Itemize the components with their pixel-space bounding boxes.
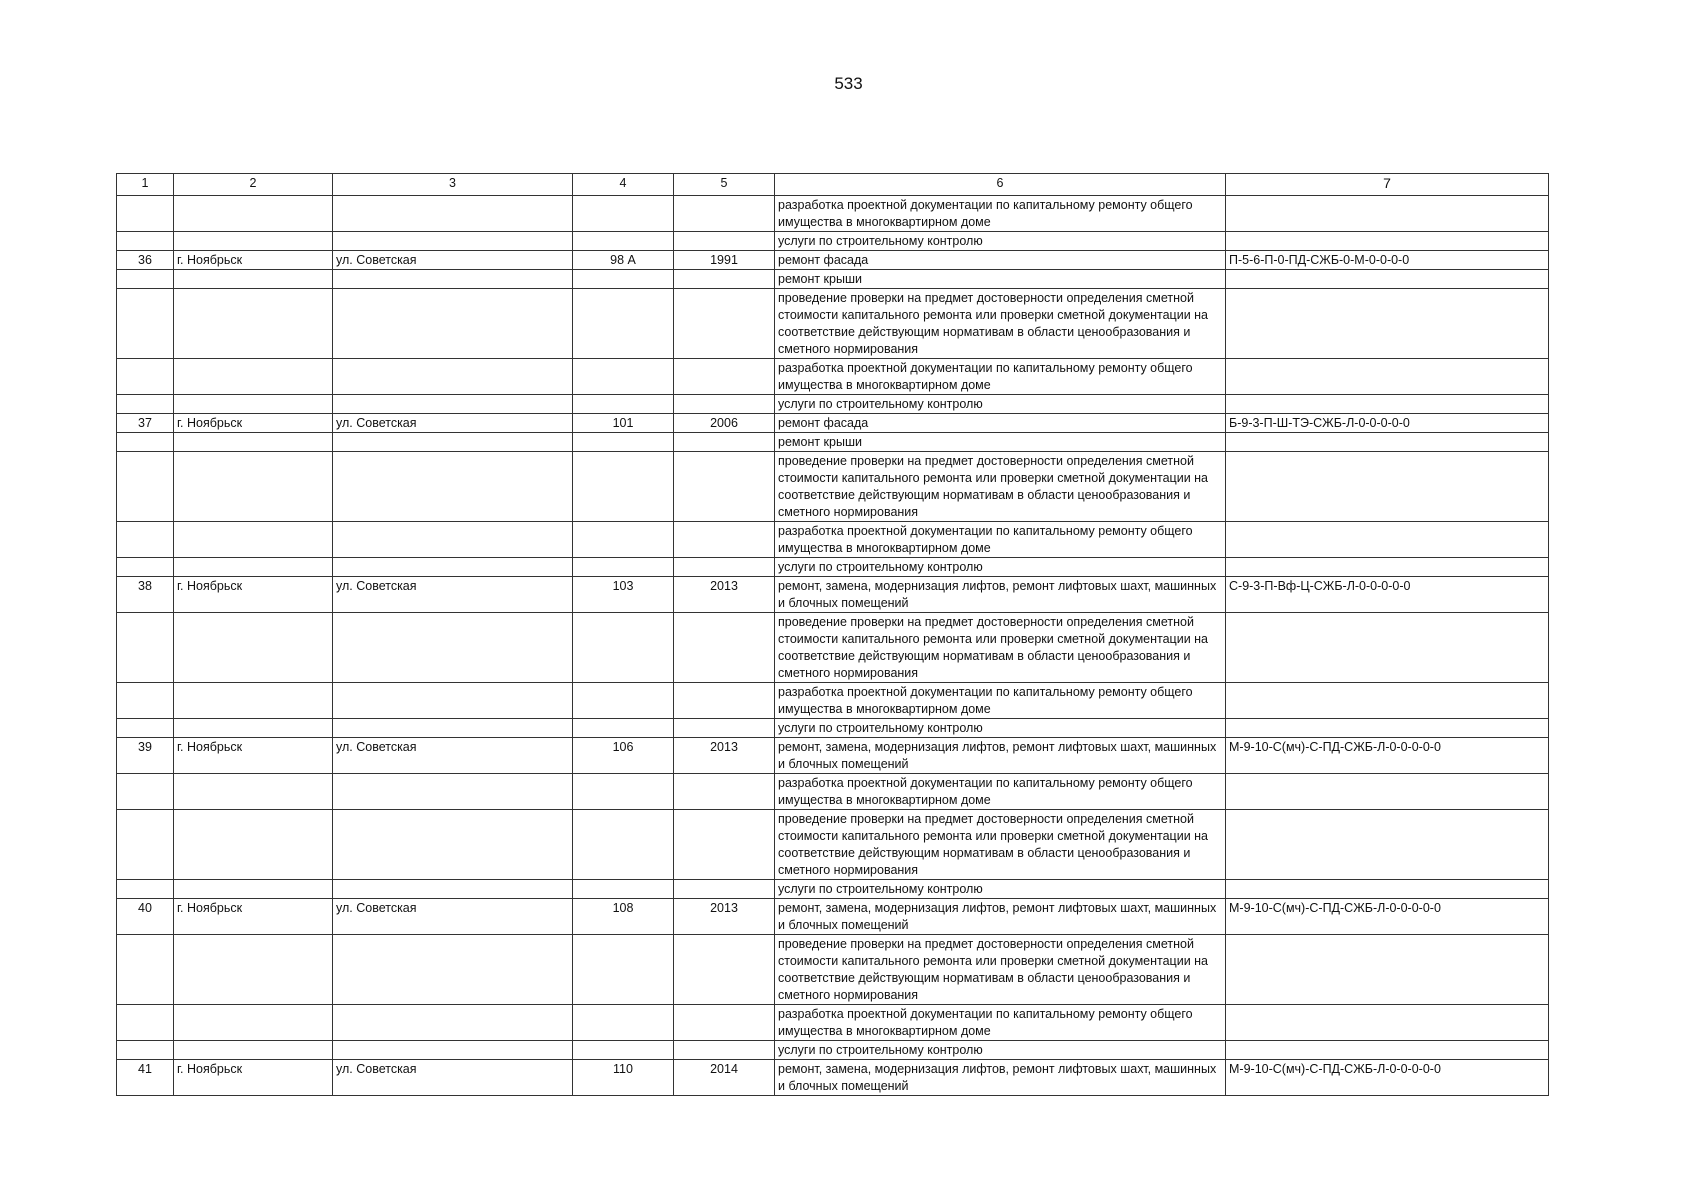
street-cell — [333, 683, 573, 719]
house-number-cell: 101 — [573, 414, 674, 433]
work-type-cell: проведение проверки на предмет достоверности определения сметной стоимости капитального ремонта или проверки сметной документации на соответствие действующим нормативам в области ценообразования и сметного нормирования — [775, 935, 1226, 1005]
row-number — [117, 196, 174, 232]
street-cell — [333, 1041, 573, 1060]
house-number-cell: 110 — [573, 1060, 674, 1096]
table-row — [117, 414, 1549, 433]
work-type-cell: проведение проверки на предмет достоверности определения сметной стоимости капитального ремонта или проверки сметной документации на соответствие действующим нормативам в области ценообразования и сметного нормирования — [775, 452, 1226, 522]
street-cell — [333, 196, 573, 232]
house-number-cell — [573, 196, 674, 232]
column-header-2: 2 — [174, 174, 333, 196]
building-code-cell — [1226, 395, 1549, 414]
city-cell — [174, 452, 333, 522]
city-cell: г. Ноябрьск — [174, 738, 333, 774]
city-cell — [174, 395, 333, 414]
table-row — [117, 577, 1549, 613]
building-code-cell — [1226, 935, 1549, 1005]
city-cell — [174, 270, 333, 289]
city-cell — [174, 774, 333, 810]
table-row — [117, 232, 1549, 251]
work-type-cell: проведение проверки на предмет достоверности определения сметной стоимости капитального ремонта или проверки сметной документации на соответствие действующим нормативам в области ценообразования и сметного нормирования — [775, 289, 1226, 359]
year-cell — [674, 359, 775, 395]
house-number-cell — [573, 289, 674, 359]
street-cell — [333, 289, 573, 359]
house-number-cell — [573, 232, 674, 251]
city-cell: г. Ноябрьск — [174, 414, 333, 433]
building-code-cell — [1226, 232, 1549, 251]
building-code-cell: М-9-10-С(мч)-С-ПД-СЖБ-Л-0-0-0-0-0 — [1226, 1060, 1549, 1096]
city-cell — [174, 1005, 333, 1041]
repair-register-table — [116, 173, 1549, 1096]
row-number — [117, 880, 174, 899]
street-cell: ул. Советская — [333, 1060, 573, 1096]
building-code-cell — [1226, 196, 1549, 232]
table-row — [117, 433, 1549, 452]
row-number: 41 — [117, 1060, 174, 1096]
city-cell: г. Ноябрьск — [174, 1060, 333, 1096]
row-number — [117, 558, 174, 577]
city-cell — [174, 433, 333, 452]
street-cell — [333, 774, 573, 810]
work-type-cell: разработка проектной документации по капитальному ремонту общего имущества в многоквартирном доме — [775, 522, 1226, 558]
column-header-7: 7 — [1226, 174, 1549, 196]
row-number — [117, 1005, 174, 1041]
year-cell — [674, 810, 775, 880]
house-number-cell — [573, 270, 674, 289]
row-number — [117, 935, 174, 1005]
table-row — [117, 1060, 1549, 1096]
house-number-cell — [573, 558, 674, 577]
city-cell: г. Ноябрьск — [174, 577, 333, 613]
street-cell — [333, 558, 573, 577]
house-number-cell — [573, 719, 674, 738]
row-number — [117, 395, 174, 414]
column-header-6: 6 — [775, 174, 1226, 196]
table-row — [117, 522, 1549, 558]
house-number-cell — [573, 395, 674, 414]
table-body — [117, 196, 1549, 1096]
table-row — [117, 395, 1549, 414]
house-number-cell — [573, 935, 674, 1005]
work-type-cell: разработка проектной документации по капитальному ремонту общего имущества в многоквартирном доме — [775, 1005, 1226, 1041]
house-number-cell — [573, 774, 674, 810]
work-type-cell: ремонт, замена, модернизация лифтов, ремонт лифтовых шахт, машинных и блочных помещений — [775, 899, 1226, 935]
year-cell — [674, 270, 775, 289]
table-row — [117, 899, 1549, 935]
header-row — [117, 174, 1549, 196]
city-cell — [174, 289, 333, 359]
year-cell: 2014 — [674, 1060, 775, 1096]
city-cell — [174, 1041, 333, 1060]
year-cell: 1991 — [674, 251, 775, 270]
building-code-cell — [1226, 774, 1549, 810]
street-cell — [333, 880, 573, 899]
building-code-cell — [1226, 683, 1549, 719]
row-number — [117, 810, 174, 880]
work-type-cell: услуги по строительному контролю — [775, 1041, 1226, 1060]
house-number-cell — [573, 810, 674, 880]
table-row — [117, 270, 1549, 289]
year-cell — [674, 1041, 775, 1060]
city-cell — [174, 196, 333, 232]
year-cell — [674, 433, 775, 452]
year-cell — [674, 935, 775, 1005]
table-row — [117, 683, 1549, 719]
table-row — [117, 1041, 1549, 1060]
city-cell — [174, 880, 333, 899]
house-number-cell — [573, 433, 674, 452]
table-row — [117, 452, 1549, 522]
house-number-cell — [573, 683, 674, 719]
year-cell — [674, 683, 775, 719]
street-cell — [333, 395, 573, 414]
table-row — [117, 810, 1549, 880]
street-cell: ул. Советская — [333, 251, 573, 270]
year-cell — [674, 613, 775, 683]
column-header-4: 4 — [573, 174, 674, 196]
row-number — [117, 1041, 174, 1060]
city-cell — [174, 359, 333, 395]
building-code-cell — [1226, 359, 1549, 395]
table-header — [117, 174, 1549, 196]
row-number: 40 — [117, 899, 174, 935]
street-cell — [333, 613, 573, 683]
building-code-cell — [1226, 1041, 1549, 1060]
row-number: 37 — [117, 414, 174, 433]
work-type-cell: ремонт крыши — [775, 433, 1226, 452]
row-number — [117, 289, 174, 359]
year-cell: 2013 — [674, 738, 775, 774]
building-code-cell — [1226, 433, 1549, 452]
house-number-cell — [573, 613, 674, 683]
row-number — [117, 683, 174, 719]
year-cell — [674, 232, 775, 251]
row-number — [117, 433, 174, 452]
year-cell — [674, 289, 775, 359]
table-row — [117, 738, 1549, 774]
row-number — [117, 719, 174, 738]
work-type-cell: ремонт фасада — [775, 414, 1226, 433]
table-row — [117, 1005, 1549, 1041]
city-cell: г. Ноябрьск — [174, 899, 333, 935]
row-number — [117, 232, 174, 251]
work-type-cell: ремонт крыши — [775, 270, 1226, 289]
street-cell — [333, 232, 573, 251]
row-number — [117, 270, 174, 289]
row-number — [117, 359, 174, 395]
table-row — [117, 289, 1549, 359]
street-cell: ул. Советская — [333, 738, 573, 774]
work-type-cell: разработка проектной документации по капитальному ремонту общего имущества в многоквартирном доме — [775, 774, 1226, 810]
row-number — [117, 522, 174, 558]
building-code-cell — [1226, 880, 1549, 899]
building-code-cell: М-9-10-С(мч)-С-ПД-СЖБ-Л-0-0-0-0-0 — [1226, 738, 1549, 774]
row-number — [117, 613, 174, 683]
house-number-cell: 103 — [573, 577, 674, 613]
city-cell — [174, 810, 333, 880]
building-code-cell — [1226, 522, 1549, 558]
year-cell — [674, 522, 775, 558]
building-code-cell — [1226, 558, 1549, 577]
year-cell — [674, 774, 775, 810]
work-type-cell: ремонт фасада — [775, 251, 1226, 270]
year-cell — [674, 1005, 775, 1041]
column-header-3: 3 — [333, 174, 573, 196]
street-cell — [333, 433, 573, 452]
row-number: 36 — [117, 251, 174, 270]
building-code-cell: С-9-3-П-Вф-Ц-СЖБ-Л-0-0-0-0-0 — [1226, 577, 1549, 613]
street-cell — [333, 359, 573, 395]
work-type-cell: услуги по строительному контролю — [775, 232, 1226, 251]
row-number — [117, 452, 174, 522]
city-cell: г. Ноябрьск — [174, 251, 333, 270]
city-cell — [174, 522, 333, 558]
year-cell — [674, 558, 775, 577]
house-number-cell: 106 — [573, 738, 674, 774]
column-header-5: 5 — [674, 174, 775, 196]
work-type-cell: проведение проверки на предмет достоверности определения сметной стоимости капитального ремонта или проверки сметной документации на соответствие действующим нормативам в области ценообразования и сметного нормирования — [775, 810, 1226, 880]
work-type-cell: ремонт, замена, модернизация лифтов, ремонт лифтовых шахт, машинных и блочных помещений — [775, 738, 1226, 774]
table-row — [117, 558, 1549, 577]
work-type-cell: услуги по строительному контролю — [775, 880, 1226, 899]
street-cell: ул. Советская — [333, 577, 573, 613]
table-row — [117, 935, 1549, 1005]
building-code-cell — [1226, 270, 1549, 289]
street-cell — [333, 270, 573, 289]
work-type-cell: ремонт, замена, модернизация лифтов, ремонт лифтовых шахт, машинных и блочных помещений — [775, 1060, 1226, 1096]
building-code-cell — [1226, 1005, 1549, 1041]
building-code-cell — [1226, 810, 1549, 880]
work-type-cell: разработка проектной документации по капитальному ремонту общего имущества в многоквартирном доме — [775, 359, 1226, 395]
table-row — [117, 613, 1549, 683]
city-cell — [174, 719, 333, 738]
work-type-cell: ремонт, замена, модернизация лифтов, ремонт лифтовых шахт, машинных и блочных помещений — [775, 577, 1226, 613]
city-cell — [174, 558, 333, 577]
city-cell — [174, 232, 333, 251]
house-number-cell: 108 — [573, 899, 674, 935]
building-code-cell — [1226, 452, 1549, 522]
table-row — [117, 774, 1549, 810]
house-number-cell: 98 А — [573, 251, 674, 270]
building-code-cell: М-9-10-С(мч)-С-ПД-СЖБ-Л-0-0-0-0-0 — [1226, 899, 1549, 935]
street-cell — [333, 1005, 573, 1041]
building-code-cell: П-5-6-П-0-ПД-СЖБ-0-М-0-0-0-0 — [1226, 251, 1549, 270]
work-type-cell: разработка проектной документации по капитальному ремонту общего имущества в многоквартирном доме — [775, 196, 1226, 232]
house-number-cell — [573, 522, 674, 558]
year-cell — [674, 196, 775, 232]
year-cell — [674, 395, 775, 414]
building-code-cell — [1226, 719, 1549, 738]
work-type-cell: услуги по строительному контролю — [775, 558, 1226, 577]
year-cell: 2013 — [674, 577, 775, 613]
row-number: 38 — [117, 577, 174, 613]
street-cell: ул. Советская — [333, 414, 573, 433]
work-type-cell: услуги по строительному контролю — [775, 395, 1226, 414]
street-cell — [333, 522, 573, 558]
house-number-cell — [573, 1005, 674, 1041]
row-number — [117, 774, 174, 810]
year-cell — [674, 452, 775, 522]
building-code-cell — [1226, 289, 1549, 359]
street-cell — [333, 452, 573, 522]
table-row — [117, 359, 1549, 395]
page-number: 533 — [834, 74, 863, 93]
year-cell — [674, 719, 775, 738]
house-number-cell — [573, 452, 674, 522]
work-type-cell: проведение проверки на предмет достоверности определения сметной стоимости капитального ремонта или проверки сметной документации на соответствие действующим нормативам в области ценообразования и сметного нормирования — [775, 613, 1226, 683]
year-cell: 2006 — [674, 414, 775, 433]
table-row — [117, 196, 1549, 232]
work-type-cell: разработка проектной документации по капитальному ремонту общего имущества в многоквартирном доме — [775, 683, 1226, 719]
street-cell — [333, 935, 573, 1005]
city-cell — [174, 613, 333, 683]
table-row — [117, 719, 1549, 738]
street-cell — [333, 810, 573, 880]
house-number-cell — [573, 359, 674, 395]
street-cell: ул. Советская — [333, 899, 573, 935]
work-type-cell: услуги по строительному контролю — [775, 719, 1226, 738]
table-row — [117, 251, 1549, 270]
house-number-cell — [573, 1041, 674, 1060]
year-cell: 2013 — [674, 899, 775, 935]
building-code-cell — [1226, 613, 1549, 683]
street-cell — [333, 719, 573, 738]
column-header-1: 1 — [117, 174, 174, 196]
row-number: 39 — [117, 738, 174, 774]
table-row — [117, 880, 1549, 899]
year-cell — [674, 880, 775, 899]
city-cell — [174, 935, 333, 1005]
house-number-cell — [573, 880, 674, 899]
building-code-cell: Б-9-3-П-Ш-ТЭ-СЖБ-Л-0-0-0-0-0 — [1226, 414, 1549, 433]
city-cell — [174, 683, 333, 719]
